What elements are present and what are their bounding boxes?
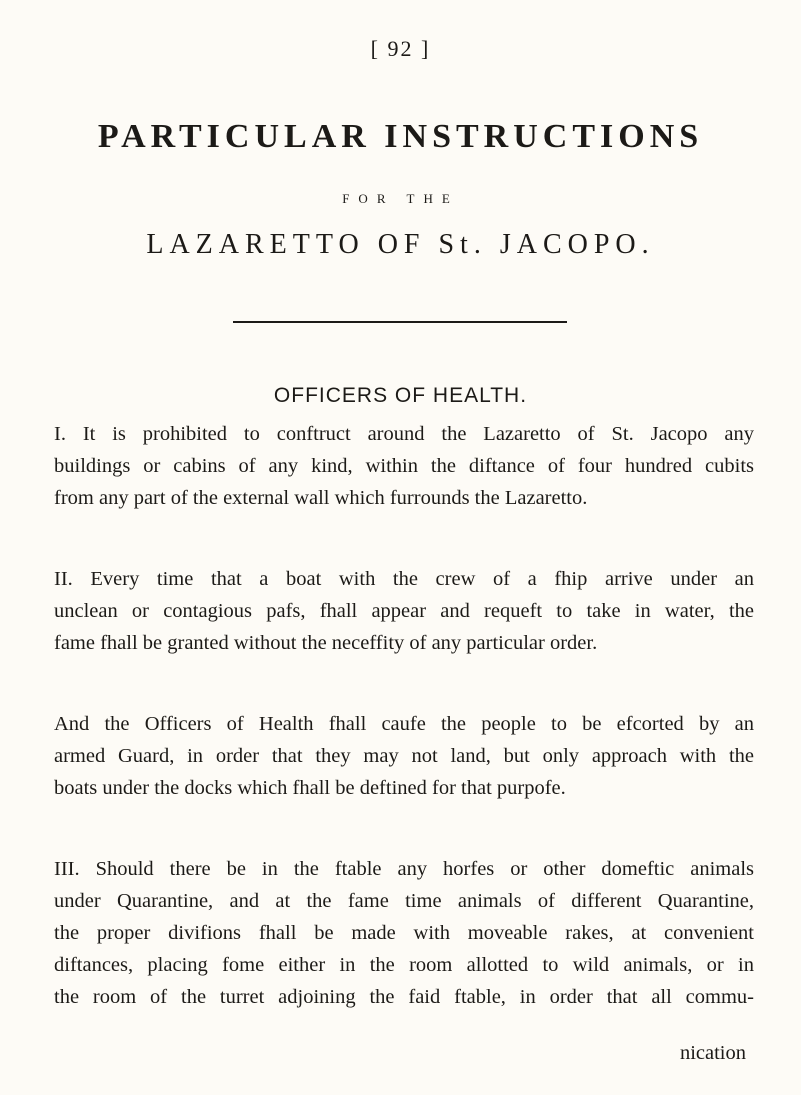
paragraph-3	[54, 708, 754, 804]
title-for: FOR THE	[342, 191, 459, 206]
title-main: PARTICULAR INSTRUCTIONS	[97, 118, 704, 155]
text-line: III. Should there be in the ftable any horfes or other domeftic animals	[54, 858, 754, 880]
title-place: LAZARETTO OF St. JACOPO.	[146, 229, 655, 260]
text-line: unclean or contagious pafs, fhall appear and requeft to take in water, the	[54, 600, 754, 622]
paragraph-2	[54, 563, 754, 659]
text-line: buildings or cabins of any kind, within the diftance of four hundred cubits	[54, 455, 754, 477]
section-heading: OFFICERS OF HEALTH.	[273, 384, 528, 407]
text-line: from any part of the external wall which furrounds the Lazaretto.	[54, 487, 588, 509]
paragraph-4	[54, 853, 754, 1013]
text-line: I. It is prohibited to conftruct around the Lazaretto of St. Jacopo any	[54, 423, 754, 445]
text-line: the proper divifions fhall be made with moveable rakes, at convenient	[54, 922, 754, 944]
text-line: armed Guard, in order that they may not land, but only approach with the	[54, 745, 754, 767]
text-line: diftances, placing fome either in the room allotted to wild animals, or in	[54, 954, 754, 976]
page-number: [ 92 ]	[370, 36, 431, 61]
text-line: under Quarantine, and at the fame time animals of different Quarantine,	[54, 890, 754, 912]
text-line: fame fhall be granted without the neceffity of any particular order.	[54, 632, 598, 654]
paragraph-1	[54, 418, 754, 514]
title-rule	[233, 321, 567, 323]
text-line: boats under the docks which fhall be deftined for that purpofe.	[54, 777, 566, 799]
text-line: the room of the turret adjoining the faid ftable, in order that all commu-	[54, 986, 754, 1008]
text-line: And the Officers of Health fhall caufe the people to be efcorted by an	[54, 713, 754, 735]
catchword: nication	[679, 1042, 746, 1064]
text-line: II. Every time that a boat with the crew of a fhip arrive under an	[54, 568, 754, 590]
